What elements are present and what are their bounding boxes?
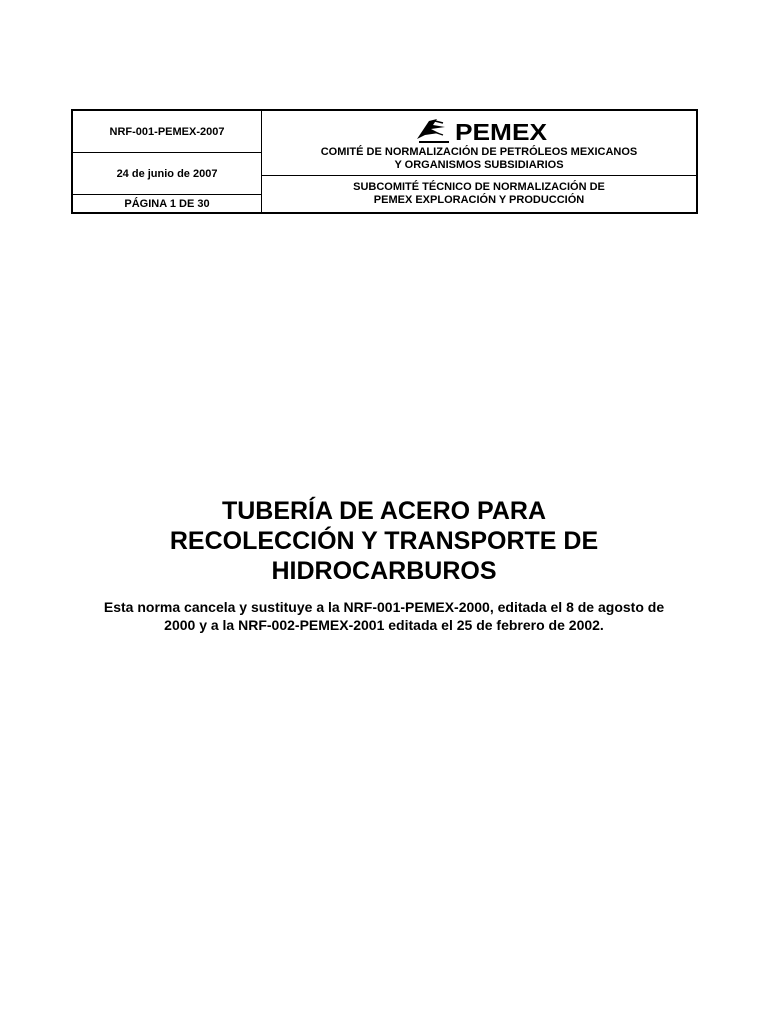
page-number: PÁGINA 1 DE 30 <box>124 197 210 210</box>
committee-line-2: Y ORGANISMOS SUBSIDIARIOS <box>394 159 564 171</box>
committee-line-1: COMITÉ DE NORMALIZACIÓN DE PETRÓLEOS MEXICANOS <box>320 146 638 158</box>
pemex-logo-text: PEMEX <box>455 119 548 145</box>
document-code: NRF-001-PEMEX-2007 <box>73 111 261 153</box>
cancellation-note <box>70 598 698 634</box>
header-table <box>71 109 698 214</box>
document-title <box>84 496 684 586</box>
header-left-column <box>73 111 262 212</box>
title-line-1: TUBERÍA DE ACERO PARA <box>221 497 547 525</box>
subcommittee-cell <box>262 177 696 207</box>
title-line-2: RECOLECCIÓN Y TRANSPORTE DE <box>169 527 599 555</box>
committee-name <box>262 146 696 172</box>
pemex-logo <box>415 115 550 145</box>
header-right-column <box>262 111 696 212</box>
committee-cell <box>262 111 696 176</box>
note-line-1: Esta norma cancela y sustituye a la NRF-001-PEMEX-2000, editada el 8 de agosto de <box>103 599 665 615</box>
pemex-eagle-icon <box>417 119 449 142</box>
subcommittee-line-2: PEMEX EXPLORACIÓN Y PRODUCCIÓN <box>373 194 585 206</box>
note-line-2: 2000 y a la NRF-002-PEMEX-2001 editada el 25 de febrero de 2002. <box>164 617 604 633</box>
title-line-3: HIDROCARBUROS <box>271 557 497 585</box>
subcommittee-line-1: SUBCOMITÉ TÉCNICO DE NORMALIZACIÓN DE <box>353 181 605 193</box>
document-date: 24 de junio de 2007 <box>73 153 261 195</box>
